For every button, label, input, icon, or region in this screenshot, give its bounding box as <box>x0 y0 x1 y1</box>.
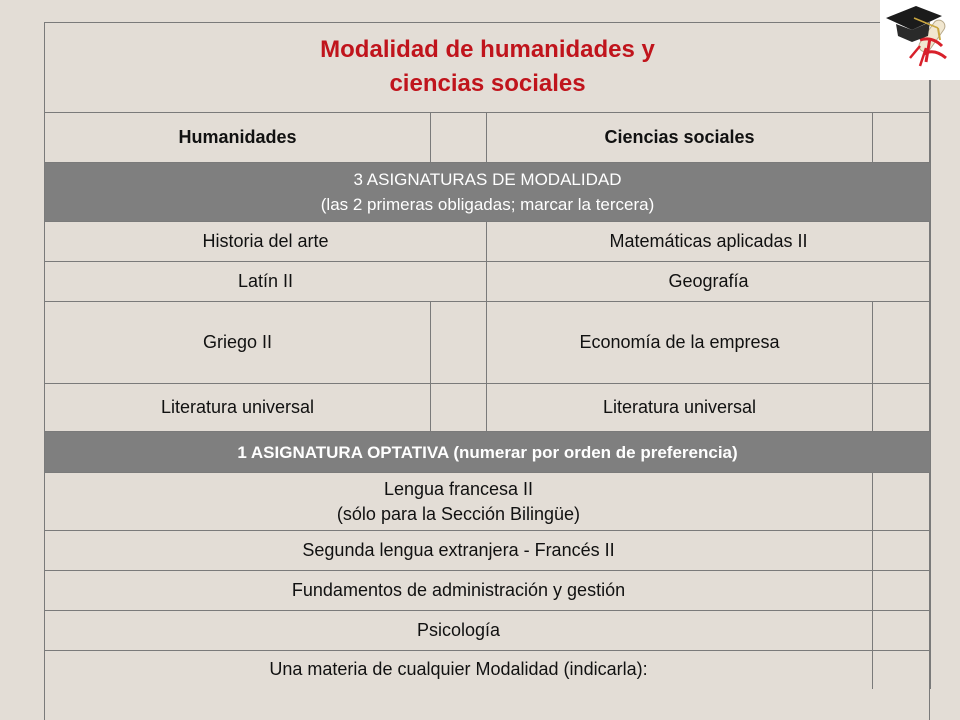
optativa-item-line-2: (sólo para la Sección Bilingüe) <box>336 503 581 524</box>
optativa-item-line-1: Lengua francesa II <box>383 478 534 499</box>
header-check-cell-left[interactable] <box>431 113 487 163</box>
table-row <box>45 302 931 384</box>
header-check-cell-right[interactable] <box>873 113 931 163</box>
subject-left: Latín II <box>45 262 487 302</box>
rank-cell[interactable] <box>873 473 931 531</box>
table-row <box>45 651 931 689</box>
check-cell-literatura-left[interactable] <box>431 384 487 432</box>
rank-cell[interactable] <box>873 531 931 571</box>
table-row <box>45 611 931 651</box>
subject-left: Literatura universal <box>45 384 431 432</box>
table-row <box>45 571 931 611</box>
section-modalidad-note: (las 2 primeras obligadas; marcar la tercera) <box>320 195 655 214</box>
section-optativa-banner: 1 ASIGNATURA OPTATIVA (numerar por orden de preferencia) <box>45 432 931 473</box>
subject-right: Literatura universal <box>487 384 873 432</box>
page-title <box>45 22 931 113</box>
subject-right: Geografía <box>487 262 931 302</box>
optativa-item: Fundamentos de administración y gestión <box>45 571 873 611</box>
table-row <box>45 384 931 432</box>
optativa-item: Una materia de cualquier Modalidad (indicarla): <box>45 651 873 689</box>
title-line-1: Modalidad de humanidades y <box>320 36 655 63</box>
rank-cell[interactable] <box>873 651 931 689</box>
check-cell-economia[interactable] <box>873 302 931 384</box>
table-row <box>45 473 931 531</box>
table-row <box>45 262 931 302</box>
table-row <box>45 531 931 571</box>
optativa-item: Psicología <box>45 611 873 651</box>
rank-cell[interactable] <box>873 611 931 651</box>
modalidad-table <box>44 22 931 689</box>
section-modalidad-banner <box>45 163 931 222</box>
check-cell-griego[interactable] <box>431 302 487 384</box>
section-modalidad-title: 3 ASIGNATURAS DE MODALIDAD <box>353 170 622 189</box>
subject-left: Griego II <box>45 302 431 384</box>
header-ciencias-sociales: Ciencias sociales <box>487 113 873 163</box>
subject-right: Matemáticas aplicadas II <box>487 222 931 262</box>
header-humanidades: Humanidades <box>45 113 431 163</box>
title-line-2: ciencias sociales <box>389 70 586 97</box>
optativa-item <box>45 473 873 531</box>
rank-cell[interactable] <box>873 571 931 611</box>
graduation-cap-diploma-icon <box>880 0 960 80</box>
optativa-item: Segunda lengua extranjera - Francés II <box>45 531 873 571</box>
check-cell-literatura-right[interactable] <box>873 384 931 432</box>
subject-right: Economía de la empresa <box>487 302 873 384</box>
subject-left: Historia del arte <box>45 222 487 262</box>
table-row <box>45 222 931 262</box>
